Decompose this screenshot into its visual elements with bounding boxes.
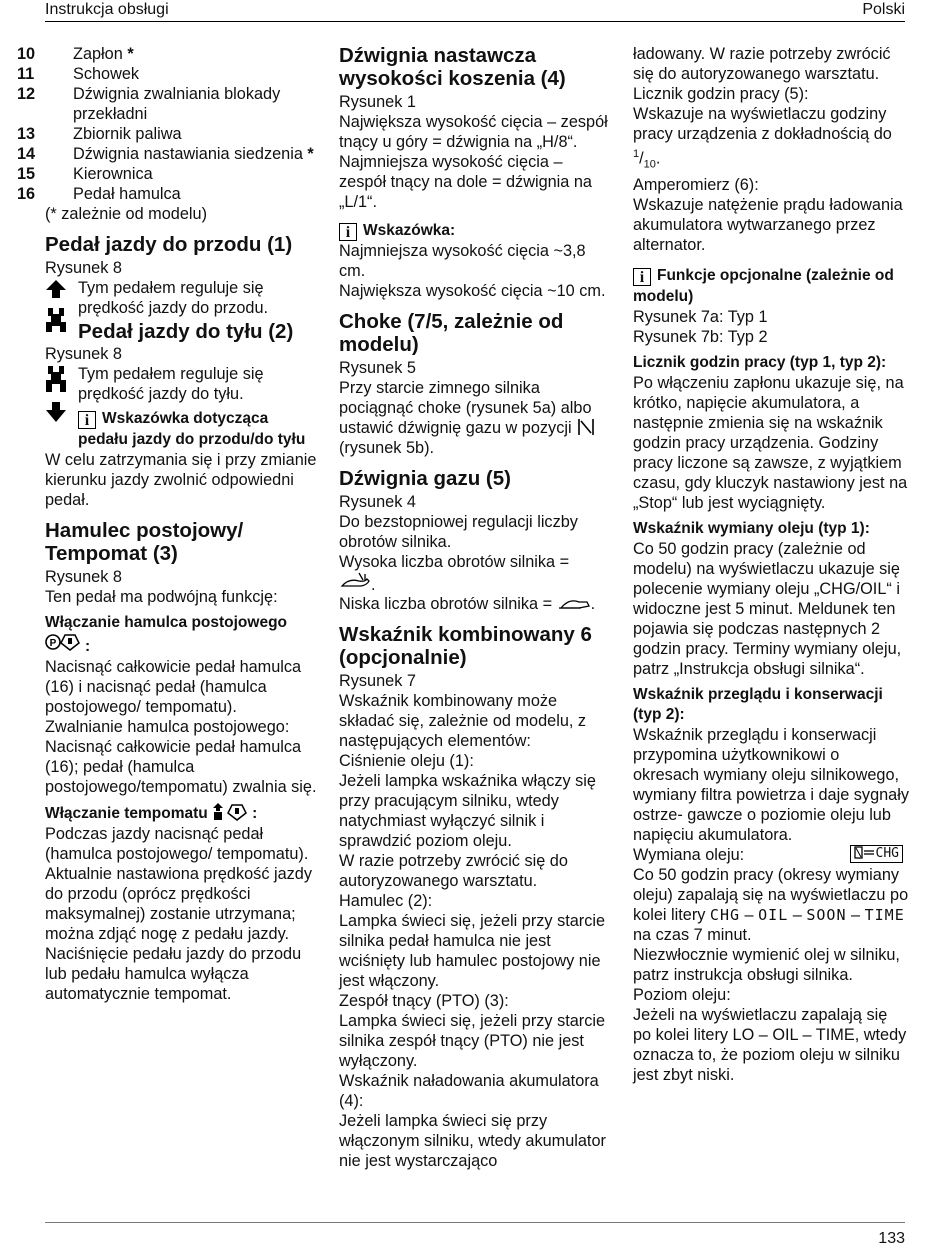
throttle-heading: Dźwignia gazu (5) [339, 467, 511, 490]
hour-counter-text: Po włączeniu zapłonu ukazuje się, na krótko, napięcie akumulatora, a następnie zmienia się na wskaźnik godzin pracy urządzenia. Godziny pracy liczone są zawsze, z wyjątkiem czasu, gdy kluczyk nastawiony jest na „Stop“ lub jest wyciągnięty. [633, 373, 908, 512]
pedal-note-text: W celu zatrzymania się i przy zmianie kierunku jazdy zwolnić odpowiedni pedał. [45, 451, 317, 509]
pto-text: Lampka świeci się, jeżeli przy starcie silnika zespół tnący (PTO) nie jest wyłączony. [339, 1012, 606, 1070]
part-item: 13 Zbiornik paliwa [17, 125, 182, 143]
cut-height-figure: Rysunek 1 [339, 93, 416, 111]
oil-change-indicator-heading: Wskaźnik wymiany oleju (typ 1): [633, 519, 870, 537]
oil-pressure-text: Jeżeli lampka wskaźnika włączy się przy pracującym silniku, wtedy natychmiast wyłączyć silnik i sprawdzić poziom oleju. [339, 772, 596, 850]
column-1 [17, 44, 317, 1004]
combo-indicator-text: Wskaźnik kombinowany może składać się, zależnie od modelu, z następujących elementów: [339, 692, 587, 750]
part-item: 12 Dźwignia zwalniania blokady przekładni [17, 85, 281, 123]
battery-heading: Wskaźnik naładowania akumulatora (4): [339, 1072, 599, 1110]
turtle-icon [557, 596, 591, 612]
forward-pedal-row [45, 278, 317, 318]
reverse-pedal-heading: Pedał jazdy do tyłu (2) [78, 320, 294, 343]
oil-change-heading: Wymiana oleju: CHG [633, 845, 909, 865]
info-icon: i [339, 223, 357, 241]
part-item: 10 Zapłon * [17, 45, 134, 63]
combo-indicator-heading: Wskaźnik kombinowany 6 (opcjonalnie) [339, 623, 592, 669]
page-header [45, 0, 905, 22]
optional-functions-note: i Funkcje opcjonalne (zależnie od modelu) [633, 266, 894, 305]
cut-height-min: Najmniejsza wysokość cięcia – zespół tnący na dole = dźwignia na „L/1“. [339, 153, 592, 211]
pedal-note-title: Wskazówka dotycząca pedału jazdy do przodu/do tyłu [78, 410, 306, 448]
opt-figure-a: Rysunek 7a: Typ 1 [633, 307, 768, 326]
fraction-numerator: 1 [633, 148, 640, 160]
oil-pressure-heading: Ciśnienie oleju (1): [339, 752, 474, 770]
battery-text: Jeżeli lampka świeci się przy włączonym silniku, wtedy akumulator nie jest wystarczająco [339, 1112, 606, 1170]
seg-soon: SOON [806, 905, 847, 924]
forward-pedal-heading: Pedał jazdy do przodu (1) [45, 233, 293, 256]
pedal-note [45, 408, 317, 450]
reverse-arrow-icon [45, 364, 67, 426]
park-on-heading: Włączanie hamulca postojowego [45, 614, 288, 631]
oil-change-text-2: Niezwłocznie wymienić olej w silniku, patrz instrukcja obsługi silnika. [633, 945, 900, 984]
rabbit-icon [339, 572, 371, 590]
hours-heading: Licznik godzin pracy (5): [633, 85, 809, 103]
forward-pedal-text: Tym pedałem reguluje się prędkość jazdy do przodu. [78, 279, 269, 317]
combo-indicator-figure: Rysunek 7 [339, 672, 416, 690]
seg-time: TIME [864, 905, 905, 924]
parking-brake-icon [45, 633, 85, 651]
cut-height-max: Największa wysokość cięcia – zespół tnący u góry = dźwignia na „H/8“. [339, 113, 608, 151]
throttle-text: Do bezstopniowej regulacji liczby obrotów silnika. [339, 513, 578, 551]
cut-height-heading: Dźwignia nastawcza wysokości koszenia (4) [339, 44, 566, 90]
reverse-pedal-row [45, 320, 317, 343]
footer-divider [45, 1222, 905, 1223]
seg-oil: OIL [758, 905, 789, 924]
hours-text: Wskazuje na wyświetlaczu godziny pracy urządzenia z dokładnością do $^1/_{10}$. [633, 105, 892, 171]
column-3 [633, 44, 909, 1085]
choke-heading: Choke (7/5, zależnie od modelu) [339, 310, 564, 356]
battery-text-cont: ładowany. W razie potrzeby zwrócić się do autoryzowanego warsztatu. [633, 45, 891, 83]
reverse-pedal-body [45, 364, 317, 404]
cruise-text-1: Podczas jazdy nacisnąć pedał (hamulca postojowego/ tempomatu). [45, 825, 309, 863]
park-off-heading: Zwalnianie hamulca postojowego: [45, 718, 290, 736]
pto-heading: Zespół tnący (PTO) (3): [339, 992, 509, 1010]
reverse-pedal-figure: Rysunek 8 [45, 345, 122, 363]
oil-can-icon [854, 846, 876, 859]
parking-brake-figure: Rysunek 8 [45, 568, 122, 586]
oil-pressure-text-2: W razie potrzeby zwrócić się do autoryzowanego warsztatu. [339, 852, 568, 890]
brake-indicator-text: Lampka świeci się, jeżeli przy starcie silnika pedał hamulca nie jest wciśnięty lub hamulec postojowy nie jest włączony. [339, 912, 606, 990]
fraction-denominator: 10 [643, 158, 656, 171]
service-indicator-heading: Wskaźnik przeglądu i konserwacji (typ 2): [633, 685, 883, 723]
oil-level-text: Jeżeli na wyświetlaczu zapalają się po kolei litery LO – OIL – TIME, wtedy oznacza to, że poziom oleju w silniku jest zbyt niski. [633, 1005, 907, 1084]
cruise-control-icon [212, 803, 252, 821]
oil-change-indicator-text: Co 50 godzin pracy (zależnie od modelu) na wyświetlaczu ukazuje się polecenie wymiany oleju „CHG/OIL“ i widoczne jest 5 minut. Meldunek ten pojawia się podczas następnych 2 godzin pracy. Terminy wymiany oleju, patrz „Instrukcja obsługi silnika“. [633, 539, 902, 678]
park-on-icons: P : [45, 633, 317, 657]
part-item: 16 Pedał hamulca [17, 185, 181, 203]
parking-brake-intro: Ten pedał ma podwójną funkcję: [45, 588, 278, 606]
throttle-figure: Rysunek 4 [339, 493, 416, 511]
page-number: 133 [878, 1230, 905, 1247]
park-on-text: Nacisnąć całkowicie pedał hamulca (16) i nacisnąć pedał (hamulca postojowego/ tempomatu). [45, 658, 302, 716]
part-item: 11 Schowek [17, 65, 140, 83]
oil-level-heading: Poziom oleju: [633, 985, 731, 1004]
service-indicator-text: Wskaźnik przeglądu i konserwacji przypomina użytkownikowi o okresach wymiany oleju silnikowego, wymiany filtra powietrza i daje sygnały ostrze- gawcze o poziomie oleju lub napięciu akumulatora. [633, 725, 909, 844]
parts-list [17, 44, 317, 224]
throttle-low: Niska liczba obrotów silnika = . [339, 595, 596, 613]
park-off-text: Nacisnąć całkowicie pedał hamulca (16); pedał (hamulca postojowego/tempomatu) zwalnia się. [45, 738, 317, 796]
column-2 [339, 44, 611, 1171]
info-icon: i [78, 411, 96, 429]
oil-change-text: Co 50 godzin pracy (okresy wymiany oleju) zapalają się na wyświetlaczu po kolei litery CHG – OIL – SOON – TIME na czas 7 minut. [633, 865, 909, 944]
note-min-height: Najmniejsza wysokość cięcia ~3,8 cm. [339, 242, 586, 280]
info-icon: i [633, 268, 651, 286]
note-max-height: Największa wysokość cięcia ~10 cm. [339, 282, 606, 300]
parking-brake-heading: Hamulec postojowy/ Tempomat (3) [45, 519, 244, 565]
header-right: Polski [862, 1, 905, 18]
ammeter-heading: Amperomierz (6): [633, 175, 759, 194]
model-note: (* zależnie od modelu) [45, 205, 207, 223]
cruise-heading: Włączanie tempomatu : [45, 805, 258, 822]
part-item: 15 Kierownica [17, 165, 153, 183]
brake-indicator-heading: Hamulec (2): [339, 892, 433, 910]
opt-figure-b: Rysunek 7b: Typ 2 [633, 327, 768, 346]
throttle-high-icon-row: . [339, 572, 611, 594]
forward-pedal-figure: Rysunek 8 [45, 259, 122, 277]
choke-symbol-icon [576, 418, 596, 436]
cruise-text-3: Naciśnięcie pedału jazdy do przodu lub pedału hamulca wyłącza automatycznie tempomat. [45, 945, 302, 1003]
throttle-high: Wysoka liczba obrotów silnika = [339, 553, 570, 571]
svg-text:P: P [49, 638, 57, 649]
choke-figure: Rysunek 5 [339, 359, 416, 377]
reverse-pedal-text: Tym pedałem reguluje się prędkość jazdy do tyłu. [78, 365, 264, 403]
oil-change-lcd-icon: CHG [850, 845, 903, 863]
cruise-text-2: Aktualnie nastawiona prędkość jazdy do przodu (oprócz prędkości maksymalnej) zostanie utrzymana; można zdjąć nogę z pedału jazdy. [45, 865, 312, 943]
seg-chg: CHG [709, 905, 741, 924]
choke-text: Przy starcie zimnego silnika pociągnąć choke (rysunek 5a) albo ustawić dźwignię gazu w pozycji (rysunek 5b). [339, 378, 611, 458]
hour-counter-heading: Licznik godzin pracy (typ 1, typ 2): [633, 353, 887, 371]
header-left: Instrukcja obsługi [45, 1, 169, 18]
part-item: 14 Dźwignia nastawiania siedzenia * [17, 145, 314, 163]
cut-height-note: i Wskazówka: [339, 220, 611, 241]
ammeter-text: Wskazuje natężenie prądu ładowania akumulatora wytwarzanego przez alternator. [633, 195, 903, 254]
